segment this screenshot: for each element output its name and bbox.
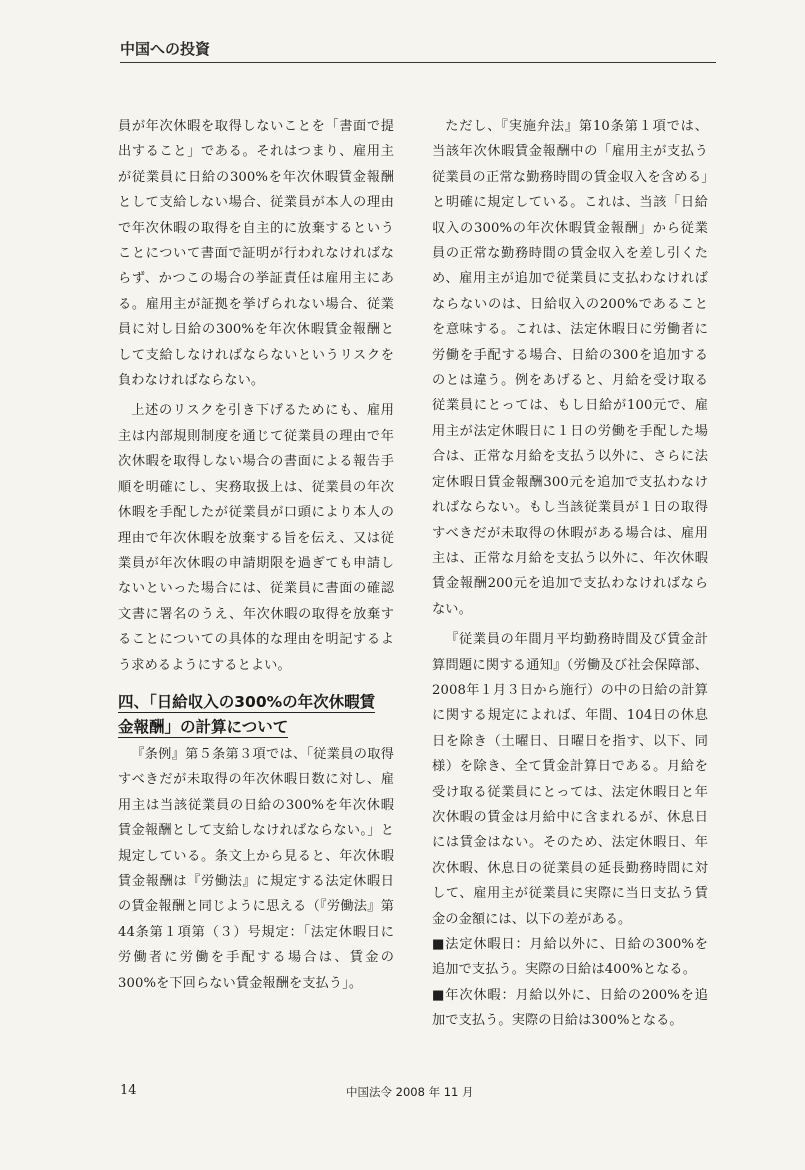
section-heading: [118, 690, 394, 740]
left-paragraph-2: 上述のリスクを引き下げるためにも、雇用主は内部規則制度を通じて従業員の理由で年次休暇を取得しない場合の書面による報告手順を明確にし、実務取扱上は、従業員の年次休暇を手配したが従業員が口頭により本人の理由で年次休暇を放棄する旨を伝え、又は従業員が年次休暇の申請期限を過ぎても申請しないといった場合には、従業員に書面の確認文書に署名のうえ、年次休暇の取得を放棄することについての具体的な理由を明記するよう求めるようにするとよい。: [118, 403, 394, 673]
left-paragraph-3: 『条例』第５条第３項では、「従業員の取得すべきだが未取得の年次休暇日数に対し、雇用主は当該従業員の日給の300%を年次休暇賃金報酬として支給しなければならない。」と規定している。条文上から見ると、年次休暇賃金報酬は『労働法』に規定する法定休暇日の賃金報酬と同じように思える（『労働法』第44条第１項第（３）号規定：「法定休暇日に労働者に労働を手配する場合は、賃金の300%を下回らない賃金報酬を支払う」。: [118, 746, 394, 991]
right-column: [432, 114, 708, 1034]
section-heading-line-2: 金報酬」の計算について: [118, 717, 289, 736]
right-bullet-statutory-holiday: ■法定休暇日：月給以外に、日給の300%を追加で支払う。実際の日給は400%となる。: [432, 937, 708, 978]
magazine-issue: 中国法令 2008 年 11 月: [346, 1085, 474, 1099]
right-paragraph-1: ただし、『実施弁法』第10条第１項では、当該年次休暇賃金報酬中の「雇用主が支払う従業員の正常な勤務時間の賃金収入を含める」と明確に規定している。これは、当該「日給収入の300%の年次休暇賃金報酬」から従業員の正常な勤務時間の賃金収入を差し引くため、雇用主が追加で従業員に支払わなければならないのは、日給収入の200%であることを意味する。これは、法定休暇日に労働者に労働を手配する場合、日給の300を追加するのとは違う。例をあげると、月給を受け取る従業員にとっては、もし日給が100元で、雇用主が法定休暇日に１日の労働を手配した場合は、正常な月給を支払う以外に、さらに法定休暇日賃金報酬300元を追加で支払わなければならない。もし当該従業員が１日の取得すべきだが未取得の休暇がある場合は、雇用主は、正常な月給を支払う以外に、年次休暇賃金報酬200元を追加で支払わなければならない。: [432, 119, 708, 617]
left-column: [118, 114, 394, 996]
running-header: [120, 40, 716, 63]
section-heading-line-1: 四、「日給収入の300%の年次休暇賃: [118, 692, 376, 711]
right-bullet-annual-leave: ■年次休暇：月給以外に、日給の200%を追加で支払う。実際の日給は300%となる。: [432, 987, 708, 1029]
page-number: 14: [120, 1083, 137, 1098]
left-paragraph-1: 員が年次休暇を取得しないことを「書面で提出すること」である。それはつまり、雇用主が従業員に日給の300%を年次休暇賃金報酬として支給しない場合、従業員が本人の理由で年次休暇の取得を自主的に放棄するということについて書面で証明が行われなければならず、かつこの場合の挙証責任は雇用主にある。雇用主が証拠を挙げられない場合、従業員に対し日給の300%を年次休暇賃金報酬として支給しなければならないというリスクを負わなければならない。: [118, 119, 394, 389]
right-paragraph-2: 『従業員の年間月平均勤務時間及び賃金計算問題に関する通知』（労働及び社会保障部、2008年１月３日から施行）の中の日給の計算に関する規定によれば、年間、104日の休息日を除き（土曜日、日曜日を指す、以下、同様）を除き、全て賃金計算日である。月給を受け取る従業員にとっては、法定休暇日と年次休暇の賃金は月給中に含まれるが、休息日には賃金はない。そのため、法定休暇日、年次休暇、休息日の従業員の延長勤務時間に対して、雇用主が従業員に実際に当日支払う賃金の金額には、以下の差がある。: [432, 632, 708, 927]
section-title: 中国への投資: [120, 40, 211, 58]
